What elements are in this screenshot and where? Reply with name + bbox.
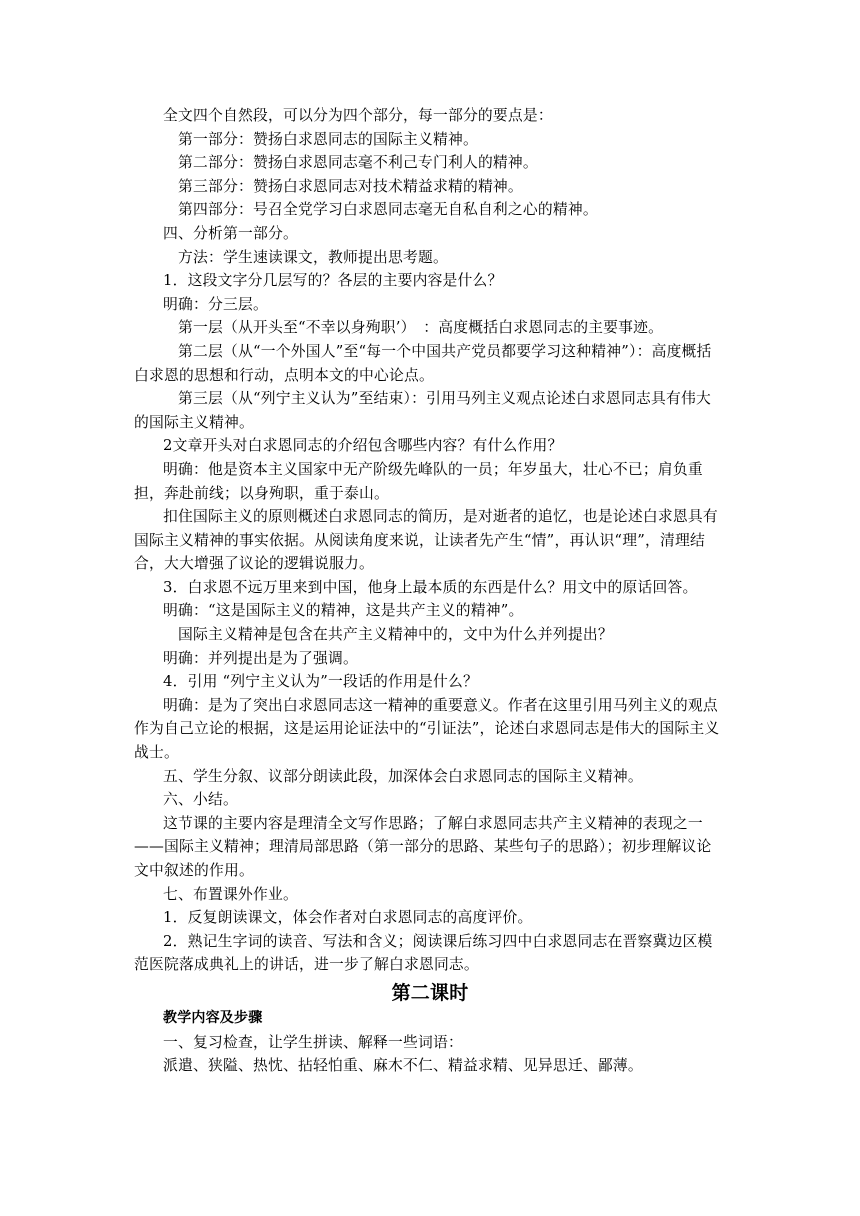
- paragraph: 方法：学生速读课文，教师提出思考题。: [178, 248, 448, 266]
- paragraph: 2文章开头对白求恩同志的介绍包含哪些内容？有什么作用？: [163, 437, 563, 455]
- paragraph: 第一层（从开头至“不幸以身殉职’） ：高度概括白求恩同志的主要事迹。: [178, 319, 664, 337]
- paragraph: 明确：他是资本主义国家中无产阶级先峰队的一员；年岁虽大，壮心不已；肩负重担，奔赴前线；以身殉职，重于泰山。: [134, 460, 703, 502]
- paragraph: 一、复习检查，让学生拼读、解释一些词语：: [163, 1033, 463, 1051]
- paragraph: 第二层（从“一个外国人”至“每一个中国共产党员都要学习这种精神”）：高度概括白求恩的思想和行动，点明本文的中心论点。: [134, 342, 712, 384]
- paragraph: 国际主义精神是包含在共产主义精神中的，文中为什么并列提出？: [178, 626, 613, 644]
- paragraph: 3．白求恩不远万里来到中国，他身上最本质的东西是什么？用文中的原话回答。: [163, 578, 698, 596]
- paragraph: 第四部分：号召全党学习白求恩同志毫无自私自利之心的精神。: [178, 201, 598, 219]
- document-body: [134, 104, 726, 1078]
- paragraph: 明确：并列提出是为了强调。: [163, 649, 358, 667]
- paragraph: 四、分析第一部分。: [163, 224, 298, 242]
- paragraph: 4．引用 “列宁主义认为”一段话的作用是什么？: [163, 673, 478, 691]
- subheading: 教学内容及步骤: [163, 1009, 263, 1026]
- paragraph: 明确：“这是国际主义的精神，这是共产主义的精神”。: [163, 602, 524, 620]
- paragraph: 扣住国际主义的原则概述白求恩同志的简历，是对逝者的追忆，也是论述白求恩具有国际主义精神的事实依据。从阅读角度来说，让读者先产生“情”，再认识“理”，清理结合，大大增强了议论的逻辑说服力。: [134, 508, 718, 573]
- paragraph: 2．熟记生字词的读音、写法和含义；阅读课后练习四中白求恩同志在晋察冀边区模范医院落成典礼上的讲话，进一步了解白求恩同志。: [134, 932, 713, 974]
- paragraph: 第一部分：赞扬白求恩同志的国际主义精神。: [178, 130, 478, 148]
- paragraph: 派遣、狭隘、热忱、拈轻怕重、麻木不仁、精益求精、见异思迁、鄙薄。: [163, 1057, 643, 1075]
- paragraph: 第三部分：赞扬白求恩同志对技术精益求精的精神。: [178, 177, 523, 195]
- paragraph: 五、学生分叙、议部分朗读此段，加深体会白求恩同志的国际主义精神。: [163, 767, 643, 785]
- paragraph: 明确：分三层。: [163, 295, 268, 313]
- paragraph: 第二部分：赞扬白求恩同志毫不利己专门利人的精神。: [178, 154, 538, 172]
- paragraph: 全文四个自然段，可以分为四个部分，每一部分的要点是：: [163, 107, 553, 124]
- paragraph: 七、布置课外作业。: [163, 885, 298, 903]
- section-heading: 第二课时: [391, 981, 469, 1004]
- paragraph-list: [134, 104, 726, 977]
- paragraph: 明确：是为了突出白求恩同志这一精神的重要意义。作者在这里引用马列主义的观点作为自己立论的根据，这是运用论证法中的“引证法”，论述白求恩同志是伟大的国际主义战士。: [134, 696, 720, 762]
- tail-paragraph-list: [134, 1031, 726, 1078]
- paragraph: 第三层（从“列宁主义认为”至结束）：引用马列主义观点论述白求恩同志具有伟大的国际主义精神。: [134, 390, 712, 431]
- paragraph: 六、小结。: [163, 791, 238, 809]
- paragraph: 1．反复朗读课文，体会作者对白求恩同志的高度评价。: [163, 909, 533, 927]
- paragraph: 这节课的主要内容是理清全文写作思路；了解白求恩同志共产主义精神的表现之一——国际主义精神；理清局部思路（第一部分的思路、某些句子的思路）；初步理解议论文中叙述的作用。: [134, 814, 712, 879]
- paragraph: 1．这段文字分几层写的？各层的主要内容是什么？: [163, 272, 503, 290]
